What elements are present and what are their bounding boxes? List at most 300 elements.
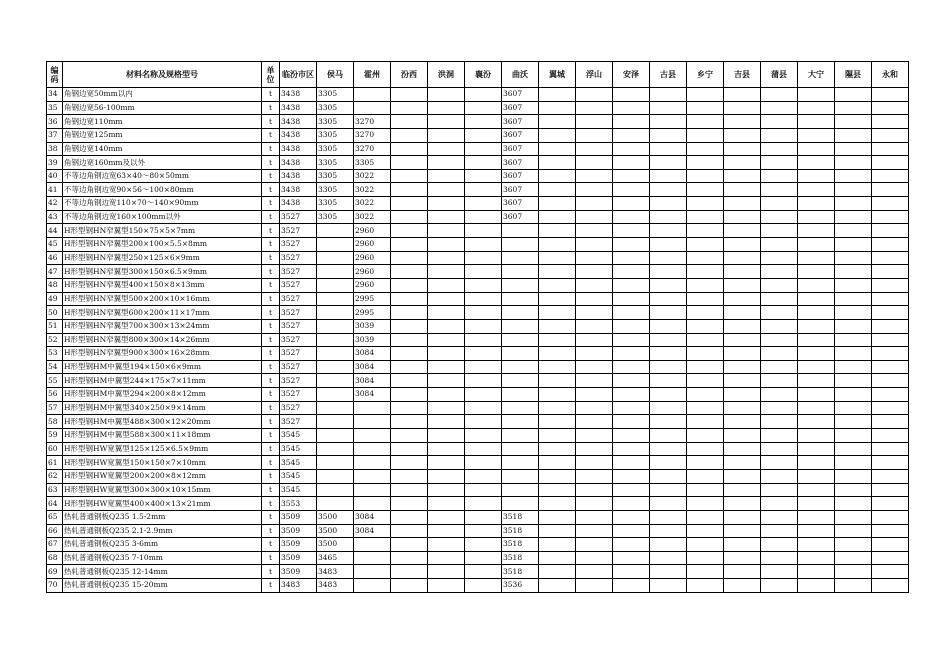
price-cell: [835, 306, 872, 320]
price-cell: 3305: [317, 183, 354, 197]
price-cell: [872, 347, 909, 361]
price-cell: [835, 183, 872, 197]
price-cell: [428, 197, 465, 211]
price-cell: [687, 429, 724, 443]
price-cell: [798, 415, 835, 429]
price-cell: [391, 156, 428, 170]
price-cell: [502, 251, 539, 265]
price-cell: [798, 347, 835, 361]
price-cell: 3607: [502, 115, 539, 129]
price-cell: [724, 469, 761, 483]
price-cell: [798, 156, 835, 170]
price-cell: [650, 306, 687, 320]
row-code: 38: [47, 142, 63, 156]
row-code: 67: [47, 538, 63, 552]
price-cell: [354, 565, 391, 579]
price-cell: [576, 306, 613, 320]
price-cell: [465, 306, 502, 320]
price-cell: [576, 115, 613, 129]
price-cell: [428, 183, 465, 197]
price-cell: [835, 510, 872, 524]
price-cell: [687, 510, 724, 524]
unit-cell: t: [262, 88, 280, 102]
row-code: 50: [47, 306, 63, 320]
price-cell: [872, 115, 909, 129]
price-cell: [835, 360, 872, 374]
unit-cell: t: [262, 251, 280, 265]
price-cell: [354, 538, 391, 552]
row-code: 69: [47, 565, 63, 579]
table-row: [47, 142, 909, 156]
table-row: [47, 524, 909, 538]
price-cell: [465, 347, 502, 361]
price-cell: [465, 115, 502, 129]
price-cell: [391, 251, 428, 265]
price-cell: [428, 333, 465, 347]
price-cell: [354, 101, 391, 115]
price-cell: [502, 278, 539, 292]
unit-cell: t: [262, 169, 280, 183]
row-code: 43: [47, 210, 63, 224]
price-cell: [539, 333, 576, 347]
price-cell: [539, 319, 576, 333]
price-cell: 3438: [280, 101, 317, 115]
material-name: 不等边角钢边宽160×100mm以外: [63, 210, 262, 224]
price-cell: 3545: [280, 483, 317, 497]
table-row: [47, 551, 909, 565]
price-cell: 3509: [280, 551, 317, 565]
price-cell: [465, 183, 502, 197]
unit-cell: t: [262, 142, 280, 156]
price-cell: 3527: [280, 278, 317, 292]
price-cell: [539, 510, 576, 524]
price-cell: [613, 156, 650, 170]
price-cell: [502, 442, 539, 456]
price-cell: [872, 579, 909, 593]
price-cell: [761, 251, 798, 265]
price-cell: 3483: [317, 565, 354, 579]
price-cell: 3527: [280, 374, 317, 388]
unit-cell: t: [262, 565, 280, 579]
price-cell: 3607: [502, 142, 539, 156]
material-name: H形型钢HN窄翼型300×150×6.5×9mm: [63, 265, 262, 279]
price-cell: [724, 565, 761, 579]
price-cell: [502, 360, 539, 374]
price-cell: 3509: [280, 510, 317, 524]
price-cell: [650, 510, 687, 524]
price-cell: [687, 306, 724, 320]
price-cell: 2995: [354, 306, 391, 320]
price-cell: [650, 565, 687, 579]
price-cell: [391, 224, 428, 238]
price-cell: [465, 456, 502, 470]
material-name: H形型钢HN窄翼型900×300×16×28mm: [63, 347, 262, 361]
price-cell: [650, 319, 687, 333]
price-cell: 3305: [317, 88, 354, 102]
price-cell: [613, 442, 650, 456]
price-cell: [428, 565, 465, 579]
price-cell: [835, 88, 872, 102]
price-cell: 3518: [502, 510, 539, 524]
price-cell: [613, 169, 650, 183]
price-cell: 3527: [280, 292, 317, 306]
price-cell: 3527: [280, 306, 317, 320]
price-cell: 3438: [280, 183, 317, 197]
price-cell: [428, 306, 465, 320]
price-cell: [835, 238, 872, 252]
price-cell: [539, 142, 576, 156]
unit-cell: t: [262, 210, 280, 224]
price-cell: [835, 224, 872, 238]
price-cell: [613, 524, 650, 538]
price-cell: [687, 415, 724, 429]
price-cell: [835, 551, 872, 565]
price-cell: [317, 224, 354, 238]
price-cell: [391, 142, 428, 156]
price-cell: [872, 238, 909, 252]
row-code: 53: [47, 347, 63, 361]
price-cell: [576, 238, 613, 252]
price-cell: 3607: [502, 210, 539, 224]
price-cell: [576, 510, 613, 524]
price-cell: [576, 319, 613, 333]
price-cell: 3022: [354, 169, 391, 183]
row-code: 47: [47, 265, 63, 279]
price-cell: 3305: [317, 197, 354, 211]
price-cell: [317, 469, 354, 483]
price-cell: [761, 565, 798, 579]
price-cell: [576, 169, 613, 183]
table-row: [47, 538, 909, 552]
unit-cell: t: [262, 265, 280, 279]
price-cell: [613, 333, 650, 347]
price-cell: 3518: [502, 565, 539, 579]
price-cell: [835, 497, 872, 511]
price-cell: [539, 278, 576, 292]
price-cell: [317, 360, 354, 374]
row-code: 70: [47, 579, 63, 593]
price-cell: [539, 360, 576, 374]
price-cell: 3518: [502, 551, 539, 565]
price-cell: [613, 429, 650, 443]
price-cell: 3270: [354, 115, 391, 129]
price-cell: [428, 524, 465, 538]
price-cell: [465, 238, 502, 252]
material-name: 不等边角钢边宽63×40～80×50mm: [63, 169, 262, 183]
price-cell: [391, 360, 428, 374]
price-cell: 3438: [280, 88, 317, 102]
row-code: 60: [47, 442, 63, 456]
price-cell: [650, 128, 687, 142]
table-row: [47, 347, 909, 361]
price-cell: [576, 197, 613, 211]
price-cell: [687, 469, 724, 483]
price-cell: [613, 278, 650, 292]
unit-cell: t: [262, 551, 280, 565]
price-cell: [724, 156, 761, 170]
column-header: 乡宁: [687, 62, 724, 88]
price-cell: [428, 497, 465, 511]
price-cell: 2960: [354, 278, 391, 292]
column-header: 洪洞: [428, 62, 465, 88]
unit-cell: t: [262, 429, 280, 443]
price-cell: [798, 142, 835, 156]
price-cell: 3527: [280, 210, 317, 224]
price-cell: [798, 197, 835, 211]
price-cell: [354, 456, 391, 470]
price-cell: [798, 265, 835, 279]
price-cell: 3039: [354, 333, 391, 347]
price-cell: [465, 278, 502, 292]
row-code: 56: [47, 388, 63, 402]
price-cell: [761, 388, 798, 402]
price-cell: [798, 565, 835, 579]
price-cell: [872, 442, 909, 456]
unit-cell: t: [262, 224, 280, 238]
price-cell: [354, 551, 391, 565]
price-cell: 3527: [280, 388, 317, 402]
price-cell: [650, 374, 687, 388]
price-cell: 3509: [280, 565, 317, 579]
price-cell: [835, 579, 872, 593]
price-cell: [576, 278, 613, 292]
row-code: 35: [47, 101, 63, 115]
material-name: 热轧普通钢板Q235 1.5-2mm: [63, 510, 262, 524]
price-cell: [650, 347, 687, 361]
column-header: 翼城: [539, 62, 576, 88]
price-cell: [872, 101, 909, 115]
price-cell: [872, 469, 909, 483]
column-header: 材料名称及规格型号: [63, 62, 262, 88]
price-cell: [835, 374, 872, 388]
price-cell: 2960: [354, 251, 391, 265]
price-cell: [613, 88, 650, 102]
price-cell: [539, 347, 576, 361]
price-cell: [391, 183, 428, 197]
price-cell: [650, 415, 687, 429]
price-cell: [317, 374, 354, 388]
price-cell: [872, 169, 909, 183]
price-cell: [465, 292, 502, 306]
price-cell: [391, 456, 428, 470]
price-cell: [502, 415, 539, 429]
price-cell: [613, 306, 650, 320]
material-name: 热轧普通钢板Q235 15-20mm: [63, 579, 262, 593]
material-name: H形型钢HW宽翼型150×150×7×10mm: [63, 456, 262, 470]
material-name: H形型钢HN窄翼型200×100×5.5×8mm: [63, 238, 262, 252]
price-cell: [872, 388, 909, 402]
price-cell: [761, 347, 798, 361]
price-cell: [539, 183, 576, 197]
price-cell: 3536: [502, 579, 539, 593]
price-cell: [872, 142, 909, 156]
price-cell: [428, 210, 465, 224]
price-cell: [576, 415, 613, 429]
price-cell: [687, 115, 724, 129]
price-cell: [391, 292, 428, 306]
price-cell: [724, 333, 761, 347]
price-cell: [798, 538, 835, 552]
price-cell: 3084: [354, 347, 391, 361]
table-row: [47, 278, 909, 292]
price-cell: [724, 497, 761, 511]
price-cell: [391, 333, 428, 347]
price-cell: [613, 224, 650, 238]
price-cell: [391, 510, 428, 524]
column-header: 浮山: [576, 62, 613, 88]
price-cell: [391, 469, 428, 483]
price-cell: [687, 224, 724, 238]
price-cell: [872, 456, 909, 470]
price-cell: [872, 374, 909, 388]
price-cell: [576, 442, 613, 456]
material-name: 角钢边宽160mm及以外: [63, 156, 262, 170]
price-cell: 3527: [280, 238, 317, 252]
price-cell: [428, 224, 465, 238]
price-cell: [391, 347, 428, 361]
price-cell: [761, 101, 798, 115]
price-cell: [872, 415, 909, 429]
price-cell: [428, 483, 465, 497]
price-cell: [724, 360, 761, 374]
price-cell: [761, 142, 798, 156]
price-cell: [428, 401, 465, 415]
price-cell: 3022: [354, 197, 391, 211]
material-name: H形型钢HN窄翼型250×125×6×9mm: [63, 251, 262, 265]
price-cell: [872, 524, 909, 538]
price-cell: [761, 319, 798, 333]
price-cell: [687, 101, 724, 115]
price-cell: [576, 565, 613, 579]
material-name: H形型钢HW宽翼型300×300×10×15mm: [63, 483, 262, 497]
price-cell: 3438: [280, 128, 317, 142]
price-cell: [687, 169, 724, 183]
price-cell: [798, 101, 835, 115]
material-name: 不等边角钢边宽90×56～100×80mm: [63, 183, 262, 197]
table-row: [47, 415, 909, 429]
price-cell: [872, 265, 909, 279]
column-header: 汾西: [391, 62, 428, 88]
material-name: H形型钢HW宽翼型400×400×13×21mm: [63, 497, 262, 511]
price-cell: [761, 524, 798, 538]
price-cell: [798, 292, 835, 306]
price-cell: [798, 115, 835, 129]
price-cell: [798, 319, 835, 333]
price-cell: 3438: [280, 169, 317, 183]
price-cell: [872, 278, 909, 292]
price-cell: [687, 483, 724, 497]
price-cell: [428, 456, 465, 470]
row-code: 40: [47, 169, 63, 183]
row-code: 54: [47, 360, 63, 374]
material-name: H形型钢HN窄翼型700×300×13×24mm: [63, 319, 262, 333]
column-header: 安泽: [613, 62, 650, 88]
price-cell: [613, 469, 650, 483]
column-header: 侯马: [317, 62, 354, 88]
table-row: [47, 579, 909, 593]
price-cell: [576, 551, 613, 565]
column-header: 隰县: [835, 62, 872, 88]
price-cell: 3438: [280, 197, 317, 211]
price-cell: 3465: [317, 551, 354, 565]
price-cell: [465, 265, 502, 279]
row-code: 64: [47, 497, 63, 511]
price-cell: 3039: [354, 319, 391, 333]
price-cell: 3022: [354, 210, 391, 224]
price-cell: [613, 183, 650, 197]
price-cell: [835, 401, 872, 415]
table-row: [47, 374, 909, 388]
price-cell: [465, 101, 502, 115]
row-code: 65: [47, 510, 63, 524]
row-code: 46: [47, 251, 63, 265]
price-cell: [724, 251, 761, 265]
price-cell: [502, 456, 539, 470]
material-name: H形型钢HM中翼型488×300×12×20mm: [63, 415, 262, 429]
price-cell: [687, 128, 724, 142]
price-cell: [761, 115, 798, 129]
table-row: [47, 156, 909, 170]
price-cell: [317, 497, 354, 511]
table-row: [47, 456, 909, 470]
price-cell: [724, 388, 761, 402]
price-cell: 2960: [354, 265, 391, 279]
price-cell: [724, 238, 761, 252]
price-cell: [798, 278, 835, 292]
table-row: [47, 210, 909, 224]
material-name: H形型钢HM中翼型340×250×9×14mm: [63, 401, 262, 415]
unit-cell: t: [262, 183, 280, 197]
price-cell: [872, 224, 909, 238]
price-cell: [465, 551, 502, 565]
price-cell: [761, 183, 798, 197]
price-cell: [576, 401, 613, 415]
price-cell: [872, 128, 909, 142]
price-cell: 3518: [502, 524, 539, 538]
price-cell: [391, 579, 428, 593]
price-cell: [539, 456, 576, 470]
price-cell: [798, 429, 835, 443]
price-cell: [391, 524, 428, 538]
price-cell: 3483: [280, 579, 317, 593]
price-cell: 3022: [354, 183, 391, 197]
price-cell: [465, 156, 502, 170]
price-cell: [835, 319, 872, 333]
row-code: 59: [47, 429, 63, 443]
table-row: [47, 115, 909, 129]
price-cell: 2995: [354, 292, 391, 306]
price-cell: [539, 169, 576, 183]
price-cell: [724, 429, 761, 443]
price-cell: [650, 169, 687, 183]
price-cell: [798, 333, 835, 347]
price-cell: [502, 333, 539, 347]
price-cell: [687, 347, 724, 361]
price-cell: [613, 292, 650, 306]
table-row: [47, 183, 909, 197]
table-row: [47, 101, 909, 115]
price-cell: [835, 156, 872, 170]
material-name: 不等边角钢边宽110×70～140×90mm: [63, 197, 262, 211]
row-code: 48: [47, 278, 63, 292]
price-cell: [798, 210, 835, 224]
price-cell: [539, 197, 576, 211]
price-cell: [317, 456, 354, 470]
price-cell: [724, 101, 761, 115]
price-cell: [613, 374, 650, 388]
price-cell: [391, 197, 428, 211]
price-cell: [835, 142, 872, 156]
